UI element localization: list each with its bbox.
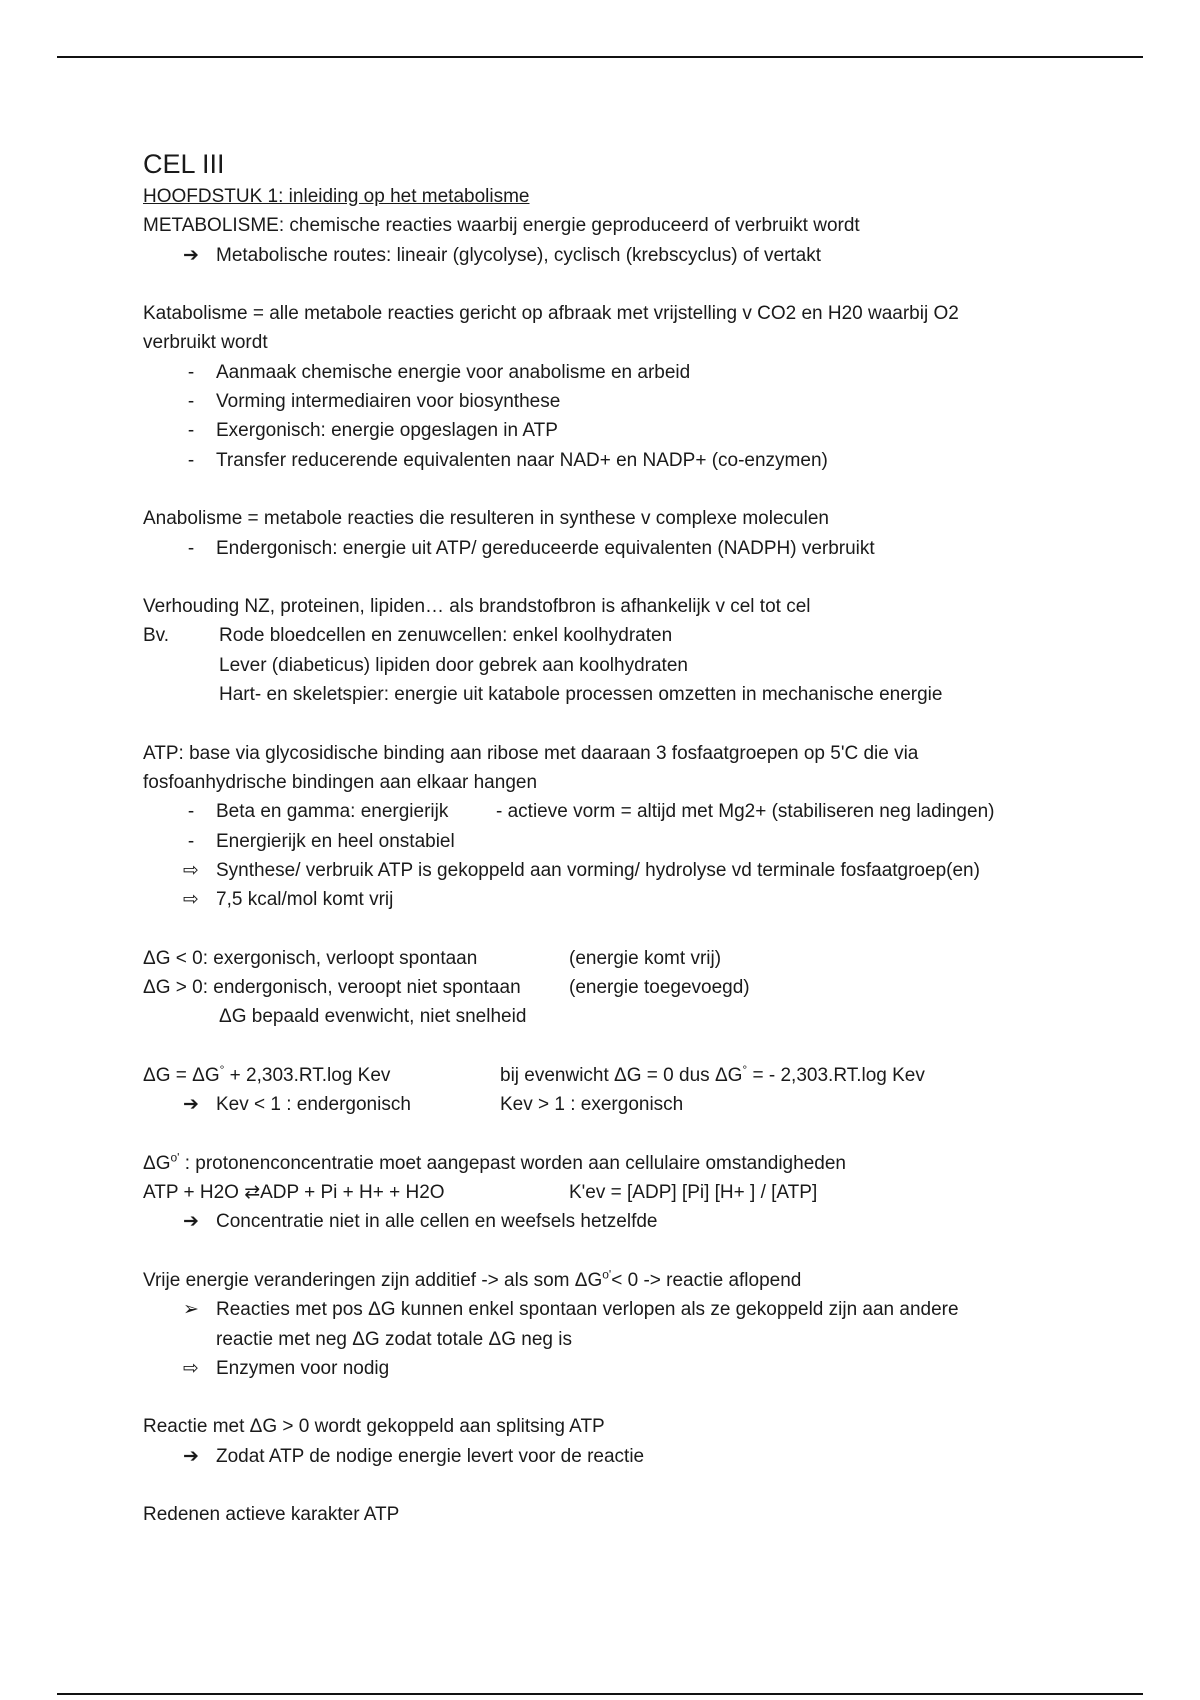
atp-definition-cont: fosfoanhydrische bindingen aan elkaar hangen	[143, 771, 538, 793]
list-item: - Energierijk en heel onstabiel	[143, 827, 1063, 856]
example-line: Lever (diabeticus) lipiden door gebrek aan koolhydraten	[219, 654, 688, 676]
list-item: ➔ Concentratie niet in alle cellen en weefsels hetzelfde	[143, 1207, 1063, 1236]
dash-bullet: -	[187, 361, 195, 383]
list-item: ⇨ Enzymen voor nodig	[143, 1354, 1063, 1383]
arrow-icon: ➔	[183, 1094, 199, 1116]
list-item: - Endergonisch: energie uit ATP/ gereduceerde equivalenten (NADPH) verbruikt	[143, 534, 1063, 563]
verhouding-intro: Verhouding NZ, proteinen, lipiden… als brandstofbron is afhankelijk v cel tot cel	[143, 596, 811, 618]
arrow-icon: ➔	[183, 1445, 199, 1467]
redenen-line: Redenen actieve karakter ATP	[143, 1504, 400, 1526]
footer-rule	[57, 1693, 1143, 1695]
katabolisme-definition-cont: verbruikt wordt	[143, 332, 268, 354]
dash-bullet: -	[187, 801, 195, 823]
deltag-line: ΔG > 0: endergonisch, veroopt niet spontaan (energie toegevoegd)	[143, 977, 750, 999]
hollow-arrow-icon: ⇨	[183, 889, 199, 911]
metabolisme-definition: METABOLISME: chemische reacties waarbij energie geproduceerd of verbruikt wordt	[143, 215, 860, 237]
formula-line: ΔG = ΔG° + 2,303.RT.log Kev bij evenwicht ΔG = 0 dus ΔG° = - 2,303.RT.log Kev	[143, 1062, 925, 1086]
arrow-icon: ➔	[183, 1211, 199, 1233]
list-item: ➔ Kev < 1 : endergonisch Kev > 1 : exergonisch	[143, 1090, 1063, 1119]
katabolisme-definition: Katabolisme = alle metabole reacties gericht op afbraak met vrijstelling v CO2 en H20 waarbij O2	[143, 303, 959, 325]
anabolisme-definition: Anabolisme = metabole reacties die resulteren in synthese v complexe moleculen	[143, 508, 829, 530]
list-item: - Exergonisch: energie opgeslagen in ATP	[143, 416, 1063, 445]
deltag-note: ΔG bepaald evenwicht, niet snelheid	[219, 1006, 527, 1028]
atp-definition: ATP: base via glycosidische binding aan ribose met daaraan 3 fosfaatgroepen op 5'C die via	[143, 742, 919, 764]
protonen-line: $\Delta G^{o'}$ : protonenconcentratie moet aangepast worden aan cellulaire omstandigheden	[143, 1150, 846, 1174]
reaction-line: ATP + H2O ⇄ADP + Pi + H+ + H2O K'ev = [ADP] [Pi] [H+ ] / [ATP]	[143, 1182, 818, 1204]
dash-bullet: -	[187, 537, 195, 559]
deltag-line: ΔG < 0: exergonisch, verloopt spontaan (energie komt vrij)	[143, 947, 722, 969]
document-body	[143, 146, 1063, 1530]
list-item: ⇨ 7,5 kcal/mol komt vrij	[143, 885, 1063, 914]
dash-bullet: -	[187, 449, 195, 471]
list-item: - Aanmaak chemische energie voor anabolisme en arbeid	[143, 358, 1063, 387]
example-line: Hart- en skeletspier: energie uit katabole processen omzetten in mechanische energie	[219, 684, 943, 706]
koppeling-line: Reactie met ΔG > 0 wordt gekoppeld aan splitsing ATP	[143, 1416, 605, 1438]
list-item: - Vorming intermediairen voor biosynthese	[143, 387, 1063, 416]
hollow-arrow-icon: ⇨	[183, 859, 199, 881]
list-item: ➔ Metabolische routes: lineair (glycolyse), cyclisch (krebscyclus) of vertakt	[143, 241, 1063, 270]
dash-bullet: -	[187, 830, 195, 852]
example-line: Bv. Rode bloedcellen en zenuwcellen: enkel koolhydraten	[143, 621, 1063, 650]
dash-bullet: -	[187, 391, 195, 413]
arrow-icon: ➔	[183, 244, 199, 266]
header-rule	[57, 56, 1143, 58]
list-item: ⇨ Synthese/ verbruik ATP is gekoppeld aan vorming/ hydrolyse vd terminale fosfaatgroep(en)	[143, 856, 1063, 885]
dash-bullet: -	[187, 420, 195, 442]
vrije-energie-line: Vrije energie veranderingen zijn additief -> als som $\Delta G^{o'}< 0$ -> reactie aflopend	[143, 1267, 802, 1291]
list-item-cont: reactie met neg ΔG zodat totale ΔG neg is	[216, 1328, 572, 1350]
page-title: CEL III	[143, 149, 225, 179]
list-item: ➔ Zodat ATP de nodige energie levert voor de reactie	[143, 1442, 1063, 1471]
chevron-icon: ➢	[183, 1299, 199, 1321]
hollow-arrow-icon: ⇨	[183, 1357, 199, 1379]
bv-label: Bv.	[143, 625, 170, 647]
list-item: - Beta en gamma: energierijk - actieve vorm = altijd met Mg2+ (stabiliseren neg ladingen)	[143, 797, 1063, 826]
list-item: ➢ Reacties met pos ΔG kunnen enkel spontaan verlopen als ze gekoppeld zijn aan andere	[143, 1295, 1063, 1324]
list-item: - Transfer reducerende equivalenten naar NAD+ en NADP+ (co-enzymen)	[143, 446, 1063, 475]
chapter-heading: HOOFDSTUK 1: inleiding op het metabolisme	[143, 186, 530, 207]
